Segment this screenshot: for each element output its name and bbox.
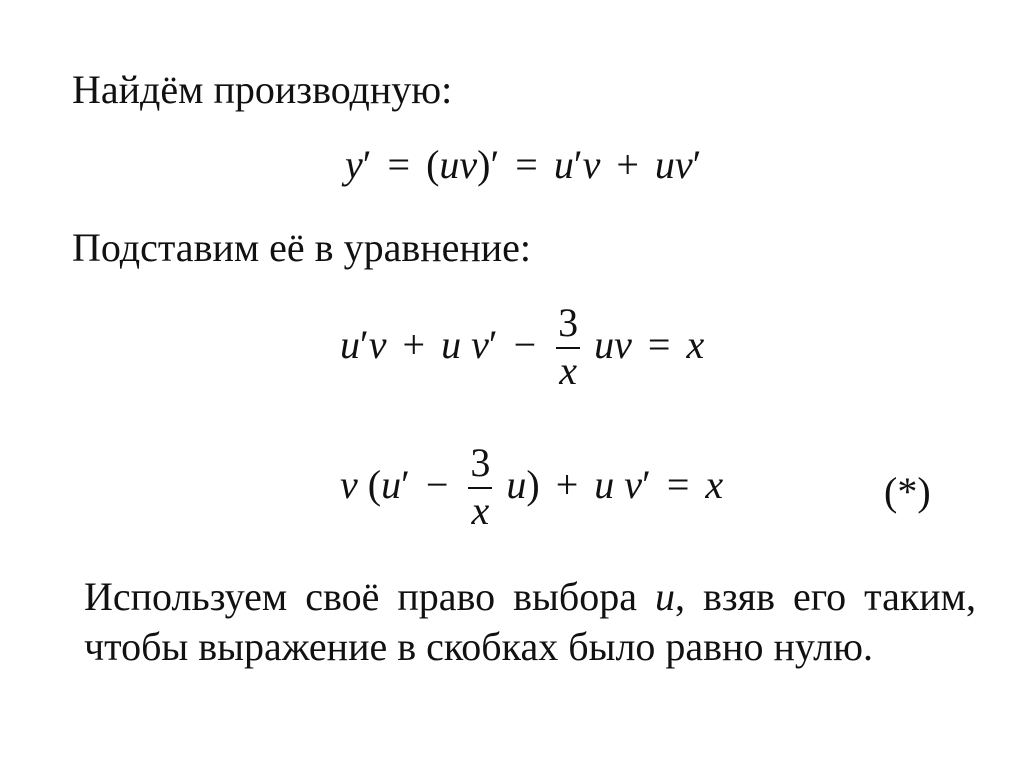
eq3-minus: −	[425, 462, 449, 508]
eq2-equals: =	[647, 322, 671, 368]
eq2-uv: uv	[594, 322, 632, 368]
eq1-lparen: (	[426, 142, 440, 187]
fraction-denominator: x	[559, 348, 578, 393]
eq3-v: v	[340, 462, 358, 508]
heading-find-derivative: Найдём производную:	[72, 67, 453, 112]
equation-grouped	[340, 440, 724, 533]
fraction-numerator: 3	[558, 300, 579, 345]
eq3-plus: +	[555, 462, 579, 508]
eq3-equals: =	[666, 462, 690, 508]
eq3-prime: ′	[401, 462, 410, 508]
eq1-equals: =	[387, 142, 411, 187]
eq1-v: v	[582, 142, 601, 187]
eq2-minus: −	[513, 322, 537, 368]
eq3-u: u	[506, 462, 527, 508]
explanation-paragraph	[84, 572, 976, 672]
eq1-prime: ′	[490, 142, 500, 187]
eq3-u: u	[381, 462, 402, 508]
eq2-u: u	[441, 322, 462, 368]
equation-tag: (*)	[884, 469, 931, 514]
eq1-prime: ′	[692, 142, 702, 187]
eq1-rparen: )	[477, 142, 491, 187]
eq1-y: y	[345, 142, 363, 187]
eq3-rhs: x	[705, 462, 724, 508]
eq2-v: v	[368, 322, 387, 368]
eq3-lparen: (	[367, 462, 382, 508]
equation-substituted	[340, 300, 705, 393]
eq2-v: v	[471, 322, 489, 368]
eq2-fraction	[556, 300, 580, 393]
equation-derivative-product	[345, 142, 702, 187]
eq3-rparen: )	[526, 462, 540, 508]
eq2-plus: +	[402, 322, 426, 368]
paragraph-variable-u: u	[654, 574, 675, 619]
eq3-u: u	[594, 462, 615, 508]
eq2-prime: ′	[488, 322, 498, 368]
paragraph-text-end: , взяв его таким, чтобы выражение в скобках было равно нулю.	[84, 574, 976, 669]
eq1-uv: uv	[439, 142, 478, 187]
eq2-u: u	[340, 322, 360, 368]
eq2-rhs: x	[686, 322, 705, 368]
eq3-prime: ′	[642, 462, 651, 508]
eq3-v: v	[624, 462, 643, 508]
eq1-plus: +	[616, 142, 639, 187]
eq1-equals: =	[515, 142, 538, 187]
eq1-uv: uv	[654, 142, 693, 187]
heading-substitute: Подставим её в уравнение:	[72, 225, 532, 270]
eq1-prime: ′	[362, 142, 372, 187]
eq2-prime: ′	[360, 322, 369, 368]
fraction-numerator: 3	[470, 440, 491, 485]
eq3-fraction	[468, 440, 492, 533]
fraction-denominator: x	[471, 488, 490, 533]
eq1-prime: ′	[573, 142, 583, 187]
eq1-u: u	[553, 142, 574, 187]
paragraph-text-start: Используем своё право выбора	[84, 574, 655, 619]
